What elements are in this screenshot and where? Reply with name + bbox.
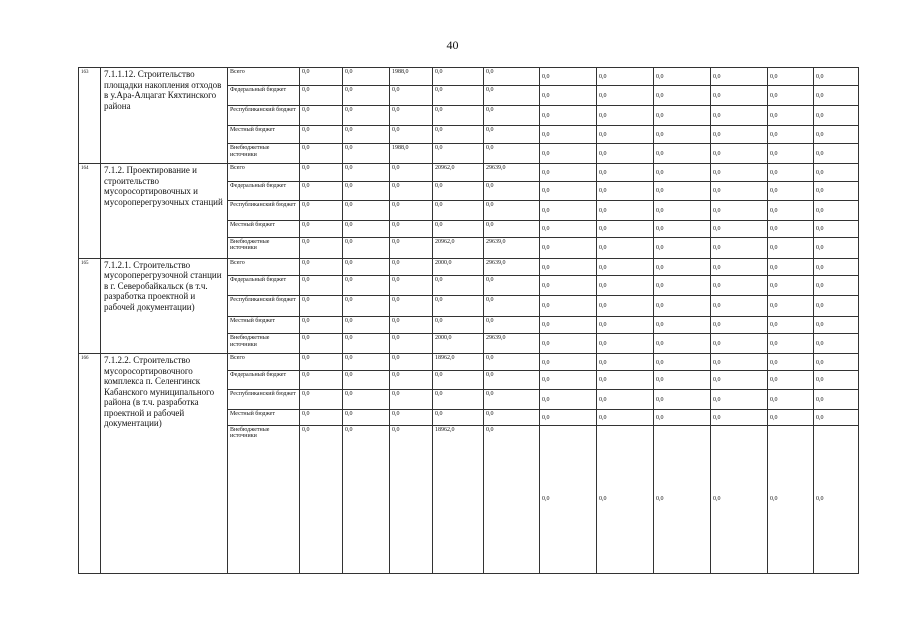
value-cell: 0,0 (484, 410, 540, 425)
value-cell: 0,0 (300, 354, 343, 370)
value-cell: 0,0 (390, 370, 433, 389)
value-cell: 0,0 (484, 354, 540, 370)
value-cell: 0,0 (540, 295, 597, 316)
value-cell: 0,0 (711, 125, 768, 143)
value-cell: 0,0 (814, 181, 859, 200)
value-cell: 0,0 (597, 221, 654, 237)
value-cell: 0,0 (343, 295, 390, 316)
value-cell: 0,0 (390, 389, 433, 409)
value-cell: 0,0 (768, 258, 814, 275)
value-cell: 0,0 (390, 410, 433, 425)
activity-name: 7.1.2.1. Строительство мусороперегрузочной станции в г. Северобайкальск (в т.ч. разработка проектной и рабочей документации) (101, 258, 228, 353)
value-cell: 0,0 (768, 86, 814, 105)
value-cell: 0,0 (654, 354, 711, 370)
funding-source: Внебюджетные источники (228, 144, 300, 164)
value-cell: 0,0 (768, 221, 814, 237)
value-cell: 0,0 (540, 425, 597, 574)
value-cell: 0,0 (300, 295, 343, 316)
funding-source: Всего (228, 258, 300, 275)
value-cell: 0,0 (768, 237, 814, 258)
value-cell: 0,0 (768, 68, 814, 86)
value-cell: 29639,0 (484, 237, 540, 258)
value-cell: 0,0 (540, 68, 597, 86)
value-cell: 0,0 (300, 389, 343, 409)
value-cell: 0,0 (711, 237, 768, 258)
value-cell: 1988,0 (390, 68, 433, 86)
value-cell: 0,0 (814, 316, 859, 333)
value-cell: 0,0 (768, 295, 814, 316)
value-cell: 0,0 (343, 354, 390, 370)
value-cell: 29639,0 (484, 258, 540, 275)
value-cell: 0,0 (343, 105, 390, 125)
value-cell: 0,0 (300, 164, 343, 181)
value-cell: 0,0 (814, 389, 859, 409)
funding-source: Всего (228, 164, 300, 181)
funding-source: Всего (228, 68, 300, 86)
value-cell: 0,0 (597, 164, 654, 181)
value-cell: 0,0 (540, 237, 597, 258)
value-cell: 0,0 (343, 125, 390, 143)
value-cell: 0,0 (711, 86, 768, 105)
value-cell: 0,0 (540, 221, 597, 237)
value-cell: 2000,0 (433, 258, 484, 275)
value-cell: 0,0 (300, 105, 343, 125)
funding-source: Местный бюджет (228, 316, 300, 333)
value-cell: 0,0 (654, 410, 711, 425)
value-cell: 0,0 (814, 354, 859, 370)
value-cell: 0,0 (484, 105, 540, 125)
value-cell: 0,0 (343, 144, 390, 164)
value-cell: 0,0 (390, 334, 433, 354)
value-cell: 0,0 (597, 144, 654, 164)
funding-source: Федеральный бюджет (228, 181, 300, 200)
value-cell: 20962,0 (433, 164, 484, 181)
funding-source: Внебюджетные источники (228, 425, 300, 574)
value-cell: 0,0 (711, 295, 768, 316)
value-cell: 0,0 (814, 276, 859, 295)
value-cell: 0,0 (300, 276, 343, 295)
funding-source: Внебюджетные источники (228, 237, 300, 258)
value-cell: 0,0 (484, 276, 540, 295)
value-cell: 0,0 (540, 105, 597, 125)
value-cell: 0,0 (711, 425, 768, 574)
funding-source: Республиканский бюджет (228, 389, 300, 409)
value-cell: 0,0 (597, 410, 654, 425)
value-cell: 0,0 (654, 370, 711, 389)
value-cell: 0,0 (711, 221, 768, 237)
value-cell: 0,0 (433, 144, 484, 164)
value-cell: 0,0 (433, 276, 484, 295)
value-cell: 0,0 (654, 237, 711, 258)
value-cell: 0,0 (654, 276, 711, 295)
value-cell: 0,0 (711, 276, 768, 295)
value-cell: 0,0 (597, 258, 654, 275)
value-cell: 0,0 (814, 164, 859, 181)
funding-source: Федеральный бюджет (228, 370, 300, 389)
value-cell: 0,0 (343, 316, 390, 333)
value-cell: 0,0 (343, 425, 390, 574)
funding-source: Местный бюджет (228, 125, 300, 143)
value-cell: 0,0 (540, 201, 597, 221)
value-cell: 18962,0 (433, 354, 484, 370)
value-cell: 0,0 (711, 201, 768, 221)
value-cell: 0,0 (433, 68, 484, 86)
value-cell: 0,0 (484, 125, 540, 143)
value-cell: 0,0 (711, 144, 768, 164)
value-cell: 0,0 (540, 144, 597, 164)
value-cell: 0,0 (343, 389, 390, 409)
value-cell: 0,0 (390, 316, 433, 333)
value-cell: 0,0 (540, 334, 597, 354)
value-cell: 0,0 (768, 316, 814, 333)
value-cell: 0,0 (814, 425, 859, 574)
value-cell: 0,0 (597, 370, 654, 389)
value-cell: 0,0 (597, 295, 654, 316)
value-cell: 0,0 (711, 181, 768, 200)
value-cell: 0,0 (390, 164, 433, 181)
value-cell: 0,0 (654, 125, 711, 143)
value-cell: 18962,0 (433, 425, 484, 574)
activity-name: 7.1.1.12. Строительство площадки накопления отходов в у.Ара-Алцагат Кяхтинского района (101, 68, 228, 164)
value-cell: 0,0 (654, 181, 711, 200)
value-cell: 0,0 (484, 68, 540, 86)
value-cell: 0,0 (300, 258, 343, 275)
value-cell: 0,0 (390, 237, 433, 258)
value-cell: 29639,0 (484, 334, 540, 354)
value-cell: 0,0 (390, 201, 433, 221)
value-cell: 0,0 (654, 221, 711, 237)
value-cell: 0,0 (433, 201, 484, 221)
value-cell: 0,0 (390, 354, 433, 370)
value-cell: 0,0 (711, 354, 768, 370)
budget-table (78, 67, 859, 574)
value-cell: 0,0 (343, 276, 390, 295)
value-cell: 0,0 (654, 105, 711, 125)
value-cell: 0,0 (814, 370, 859, 389)
value-cell: 0,0 (433, 410, 484, 425)
activity-name: 7.1.2. Проектирование и строительство мусоросортировочных и мусороперегрузочных станций (101, 164, 228, 258)
value-cell: 0,0 (390, 425, 433, 574)
funding-source: Местный бюджет (228, 221, 300, 237)
value-cell: 0,0 (300, 221, 343, 237)
value-cell: 0,0 (711, 68, 768, 86)
value-cell: 0,0 (484, 370, 540, 389)
value-cell: 0,0 (343, 86, 390, 105)
value-cell: 0,0 (768, 201, 814, 221)
value-cell: 0,0 (597, 125, 654, 143)
value-cell: 0,0 (540, 370, 597, 389)
value-cell: 0,0 (343, 164, 390, 181)
value-cell: 0,0 (300, 425, 343, 574)
table-body (79, 68, 859, 574)
value-cell: 0,0 (390, 295, 433, 316)
funding-source: Внебюджетные источники (228, 334, 300, 354)
value-cell: 0,0 (814, 144, 859, 164)
value-cell: 0,0 (300, 334, 343, 354)
value-cell: 0,0 (300, 68, 343, 86)
value-cell: 0,0 (711, 164, 768, 181)
funding-source: Республиканский бюджет (228, 295, 300, 316)
value-cell: 0,0 (768, 410, 814, 425)
row-index: 166 (79, 354, 101, 574)
value-cell: 0,0 (343, 258, 390, 275)
value-cell: 0,0 (654, 295, 711, 316)
funding-source: Местный бюджет (228, 410, 300, 425)
value-cell: 0,0 (390, 125, 433, 143)
value-cell: 0,0 (768, 370, 814, 389)
value-cell: 0,0 (300, 201, 343, 221)
funding-source: Федеральный бюджет (228, 86, 300, 105)
value-cell: 0,0 (711, 410, 768, 425)
value-cell: 0,0 (390, 258, 433, 275)
value-cell: 0,0 (390, 86, 433, 105)
value-cell: 0,0 (597, 354, 654, 370)
value-cell: 0,0 (814, 221, 859, 237)
funding-source: Федеральный бюджет (228, 276, 300, 295)
value-cell: 0,0 (343, 237, 390, 258)
value-cell: 0,0 (484, 181, 540, 200)
value-cell: 0,0 (300, 316, 343, 333)
value-cell: 0,0 (433, 370, 484, 389)
value-cell: 0,0 (484, 316, 540, 333)
value-cell: 0,0 (540, 181, 597, 200)
value-cell: 2000,0 (433, 334, 484, 354)
value-cell: 0,0 (768, 425, 814, 574)
value-cell: 0,0 (433, 181, 484, 200)
value-cell: 0,0 (814, 334, 859, 354)
value-cell: 0,0 (540, 316, 597, 333)
value-cell: 0,0 (433, 316, 484, 333)
value-cell: 0,0 (768, 144, 814, 164)
value-cell: 0,0 (597, 86, 654, 105)
activity-name: 7.1.2.2. Строительство мусоросортировочного комплекса п. Селенгинск Кабанского муниципального района (в т.ч. разработка проектной и рабочей документации) (101, 354, 228, 574)
value-cell: 0,0 (390, 105, 433, 125)
value-cell: 0,0 (768, 181, 814, 200)
value-cell: 0,0 (433, 86, 484, 105)
value-cell: 0,0 (343, 181, 390, 200)
value-cell: 0,0 (597, 425, 654, 574)
value-cell: 0,0 (597, 316, 654, 333)
value-cell: 0,0 (484, 86, 540, 105)
value-cell: 0,0 (597, 181, 654, 200)
value-cell: 0,0 (484, 389, 540, 409)
value-cell: 0,0 (540, 354, 597, 370)
value-cell: 0,0 (343, 334, 390, 354)
value-cell: 0,0 (597, 201, 654, 221)
value-cell: 0,0 (540, 389, 597, 409)
value-cell: 0,0 (814, 68, 859, 86)
value-cell: 0,0 (814, 125, 859, 143)
value-cell: 0,0 (540, 410, 597, 425)
value-cell: 0,0 (433, 105, 484, 125)
value-cell: 0,0 (768, 389, 814, 409)
value-cell: 0,0 (433, 389, 484, 409)
value-cell: 0,0 (814, 295, 859, 316)
value-cell: 0,0 (654, 316, 711, 333)
value-cell: 0,0 (343, 370, 390, 389)
value-cell: 0,0 (390, 276, 433, 295)
value-cell: 0,0 (654, 68, 711, 86)
value-cell: 0,0 (343, 68, 390, 86)
value-cell: 0,0 (654, 86, 711, 105)
value-cell: 0,0 (768, 105, 814, 125)
page-number: 40 (446, 38, 459, 52)
value-cell: 0,0 (540, 258, 597, 275)
value-cell: 0,0 (814, 105, 859, 125)
value-cell: 0,0 (768, 334, 814, 354)
value-cell: 0,0 (433, 125, 484, 143)
value-cell: 0,0 (654, 144, 711, 164)
value-cell: 0,0 (814, 237, 859, 258)
row-index: 163 (79, 68, 101, 164)
value-cell: 0,0 (433, 221, 484, 237)
value-cell: 0,0 (654, 258, 711, 275)
row-index: 164 (79, 164, 101, 258)
value-cell: 0,0 (343, 201, 390, 221)
funding-source: Республиканский бюджет (228, 201, 300, 221)
value-cell: 0,0 (390, 221, 433, 237)
funding-source: Республиканский бюджет (228, 105, 300, 125)
value-cell: 0,0 (597, 276, 654, 295)
value-cell: 0,0 (768, 164, 814, 181)
value-cell: 0,0 (540, 276, 597, 295)
value-cell: 0,0 (711, 105, 768, 125)
value-cell: 0,0 (711, 389, 768, 409)
value-cell: 1988,0 (390, 144, 433, 164)
value-cell: 0,0 (711, 370, 768, 389)
table-row (79, 258, 859, 275)
value-cell: 0,0 (597, 334, 654, 354)
table-row (79, 68, 859, 86)
value-cell: 0,0 (654, 389, 711, 409)
value-cell: 0,0 (814, 410, 859, 425)
value-cell: 0,0 (654, 164, 711, 181)
value-cell: 0,0 (597, 389, 654, 409)
value-cell: 0,0 (711, 258, 768, 275)
value-cell: 0,0 (300, 144, 343, 164)
value-cell: 0,0 (484, 144, 540, 164)
value-cell: 0,0 (343, 221, 390, 237)
table-row (79, 164, 859, 181)
funding-source: Всего (228, 354, 300, 370)
value-cell: 0,0 (654, 334, 711, 354)
value-cell: 0,0 (484, 425, 540, 574)
value-cell: 0,0 (540, 86, 597, 105)
value-cell: 0,0 (300, 181, 343, 200)
value-cell: 0,0 (484, 295, 540, 316)
value-cell: 0,0 (711, 334, 768, 354)
value-cell: 0,0 (814, 258, 859, 275)
value-cell: 0,0 (711, 316, 768, 333)
value-cell: 0,0 (300, 125, 343, 143)
value-cell: 0,0 (768, 354, 814, 370)
row-index: 165 (79, 258, 101, 353)
value-cell: 0,0 (654, 425, 711, 574)
value-cell: 20962,0 (433, 237, 484, 258)
value-cell: 0,0 (540, 164, 597, 181)
value-cell: 0,0 (484, 221, 540, 237)
value-cell: 0,0 (300, 237, 343, 258)
value-cell: 0,0 (300, 410, 343, 425)
value-cell: 0,0 (540, 125, 597, 143)
value-cell: 29639,0 (484, 164, 540, 181)
value-cell: 0,0 (433, 295, 484, 316)
value-cell: 0,0 (814, 201, 859, 221)
value-cell: 0,0 (597, 105, 654, 125)
value-cell: 0,0 (300, 86, 343, 105)
value-cell: 0,0 (484, 201, 540, 221)
value-cell: 0,0 (768, 125, 814, 143)
table-row (79, 354, 859, 370)
value-cell: 0,0 (390, 181, 433, 200)
value-cell: 0,0 (768, 276, 814, 295)
value-cell: 0,0 (597, 237, 654, 258)
value-cell: 0,0 (597, 68, 654, 86)
value-cell: 0,0 (814, 86, 859, 105)
value-cell: 0,0 (343, 410, 390, 425)
value-cell: 0,0 (654, 201, 711, 221)
value-cell: 0,0 (300, 370, 343, 389)
